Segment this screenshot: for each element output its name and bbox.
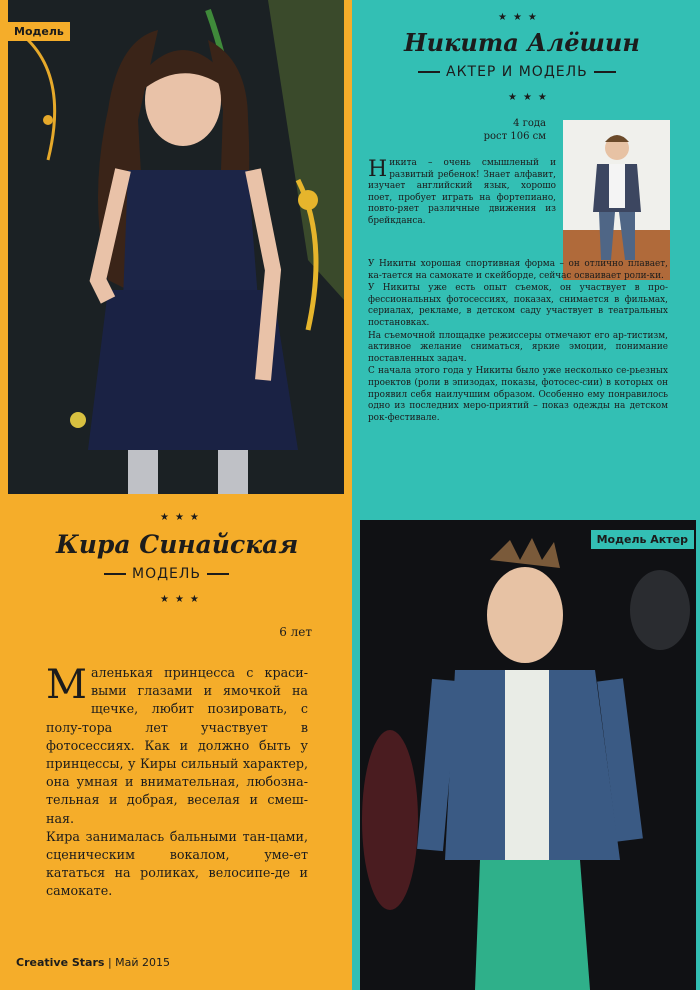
girl-stars-bottom: ★★★ [160,594,205,605]
girl-dropcap: М [46,662,87,708]
boy-role-label: АКТЕР И МОДЕЛЬ [446,64,588,80]
boy-paragraph-4: На съемочной площадке режиссеры отмечают его ар-тистизм, активное желание сниматься, яркие эмоции, понимание поставленных задач. [368,330,668,364]
girl-stars-top: ★★★ [160,512,205,523]
boy-stars-bottom: ★★★ [508,92,553,103]
girl-role-label: МОДЕЛЬ [132,566,202,582]
boy-paragraph-3: У Никиты уже есть опыт съемок, он участвует в про-фессиональных фотосессиях, показах, снимается в фильмах, сериалах, рекламе, в детском саду участвует в театральных постановках. [368,283,668,328]
footer [16,956,170,969]
footer-separator: | [107,956,116,969]
girl-paragraph-1: аленькая принцесса с краси-выми глазами и ямочкой на щечке, любит позировать, с полу-тора лет участвует в фотосессиях. Как и должно быть у принцессы, у Киры сильный характер, она умная и внимательная, любозна-тельная и добрая, веселая и смеш-ная. [46,665,308,826]
role-line-left [418,71,440,73]
role-line-left [104,573,126,575]
boy-meta [470,117,546,143]
boy-bio-top [368,158,556,229]
boy-height: рост 106 см [483,131,546,142]
boy-small-photo [563,120,670,280]
boy-dropcap: Н [368,157,388,182]
girl-paragraph-2: Кира занималась бальными тан-цами, сценическим вокалом, уме-ет кататься на роликах, велосипе-де и самокате. [46,828,308,899]
boy-age: 4 года [513,118,546,129]
girl-photo [8,0,344,494]
boy-category-tag: Модель Актер [591,530,694,549]
boy-name: Никита Алёшин [404,28,640,57]
role-line-right [594,71,616,73]
girl-role [98,566,235,582]
boy-stars-top: ★★★ [498,12,543,23]
boy-bio-bottom [368,259,668,425]
girl-age: 6 лет [279,625,312,639]
boy-paragraph-1: икита – очень смышленый и развитый ребенок! Знает алфавит, изучает английский язык, хорошо поет, пробует играть на фортепиано, повто-ряет различные движения из брейкданса. [368,158,556,226]
boy-large-photo [360,520,696,990]
footer-issue: Май 2015 [115,956,171,969]
footer-brand: Creative Stars [16,956,105,969]
boy-paragraph-2: У Никиты хорошая спортивная форма – он отлично плавает, ка-тается на самокате и скейборде, сейчас осваивает роли-ки. [368,259,668,281]
role-line-right [207,573,229,575]
girl-bio [46,664,308,901]
boy-role [412,64,622,80]
boy-paragraph-5: С начала этого года у Никиты было уже несколько се-рьезных проектов (роли в эпизодах, показы, фотосес-сии) в которых он проявил себя наилучшим образом. Особенно ему понравилось одно из последних меро-приятий – показ одежды на детском рок-фестивале. [368,366,668,423]
girl-name: Кира Синайская [56,530,299,559]
girl-category-tag: Модель [8,22,70,41]
